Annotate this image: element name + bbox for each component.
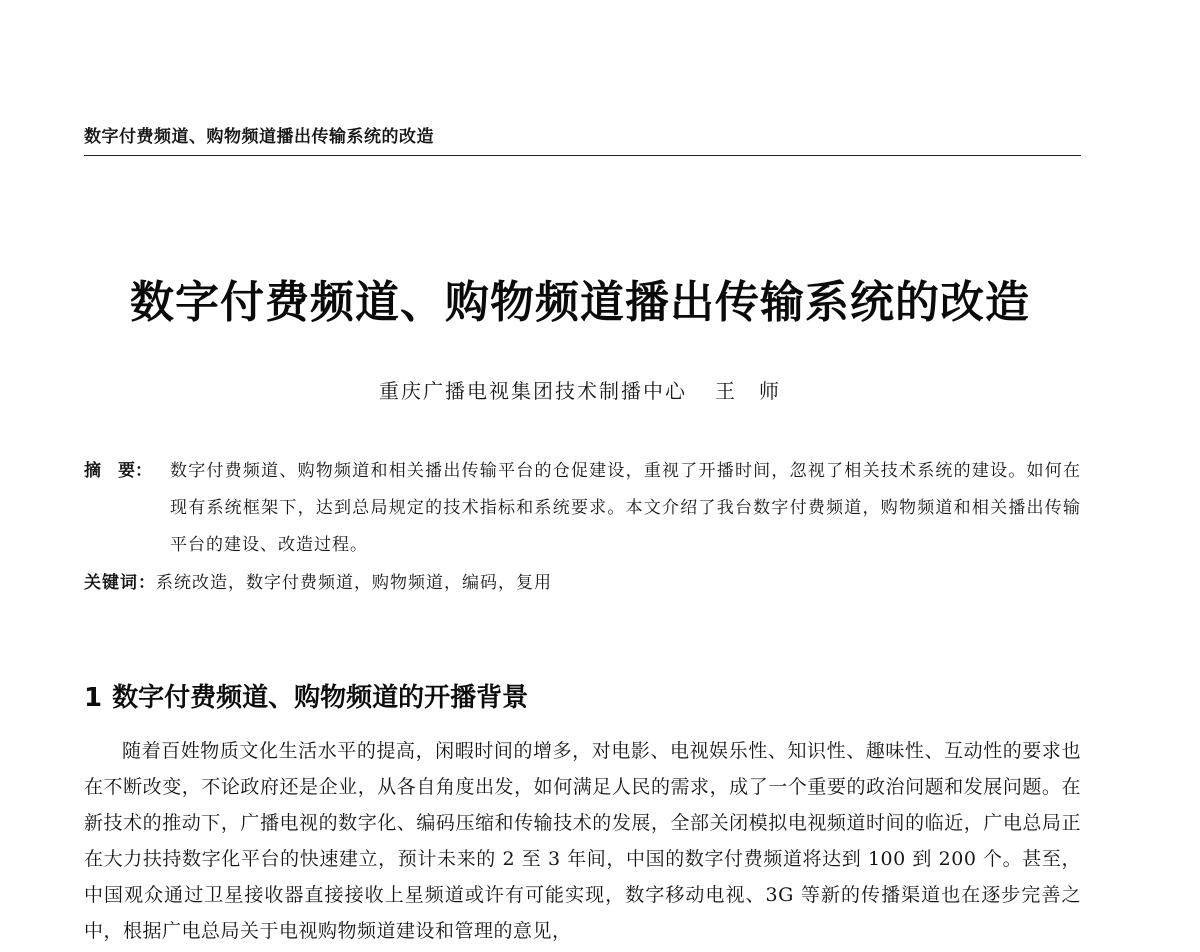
author-name: 王 师 xyxy=(715,379,781,403)
running-header: 数字付费频道、购物频道播出传输系统的改造 xyxy=(84,127,434,147)
header-rule xyxy=(84,155,1081,156)
keywords xyxy=(84,565,1081,602)
keywords-label: 关键词： xyxy=(84,573,156,593)
keywords-text: 系统改造，数字付费频道，购物频道，编码，复用 xyxy=(156,573,552,593)
abstract-text: 数字付费频道、购物频道和相关播出传输平台的仓促建设，重视了开播时间，忽视了相关技术系统的建设。如何在现有系统框架下，达到总局规定的技术指标和系统要求。本文介绍了我台数字付费频道，购物频道和相关播出传输平台的建设、改造过程。 xyxy=(170,461,1081,555)
author-affiliation: 重庆广播电视集团技术制播中心 xyxy=(379,379,687,403)
section-number: 1 xyxy=(84,683,103,713)
author-line xyxy=(0,375,1160,404)
abstract-label: 摘 要： xyxy=(84,461,152,481)
section-title: 数字付费频道、购物频道的开播背景 xyxy=(112,683,529,713)
abstract xyxy=(84,453,1081,564)
paper-title: 数字付费频道、购物频道播出传输系统的改造 xyxy=(130,277,1030,328)
body-paragraph: 随着百姓物质文化生活水平的提高，闲暇时间的增多，对电影、电视娱乐性、知识性、趣味性、互动性的要求也在不断改变，不论政府还是企业，从各自角度出发，如何满足人民的需求，成了一个重要的政治问题和发展问题。在新技术的推动下，广播电视的数字化、编码压缩和传输技术的发展，全部关闭模拟电视频道时间的临近，广电总局正在大力扶持数字化平台的快速建立，预计未来的 2 至 3 年间，中国的数字付费频道将达到 100 到 200 个。甚至，中国观众通过卫星接收器直接接收上星频道或许有可能实现，数字移动电视、3G 等新的传播渠道也在逐步完善之中，根据广电总局关于电视购物频道建设和管理的意见， xyxy=(84,740,1081,942)
section-heading xyxy=(84,677,528,714)
